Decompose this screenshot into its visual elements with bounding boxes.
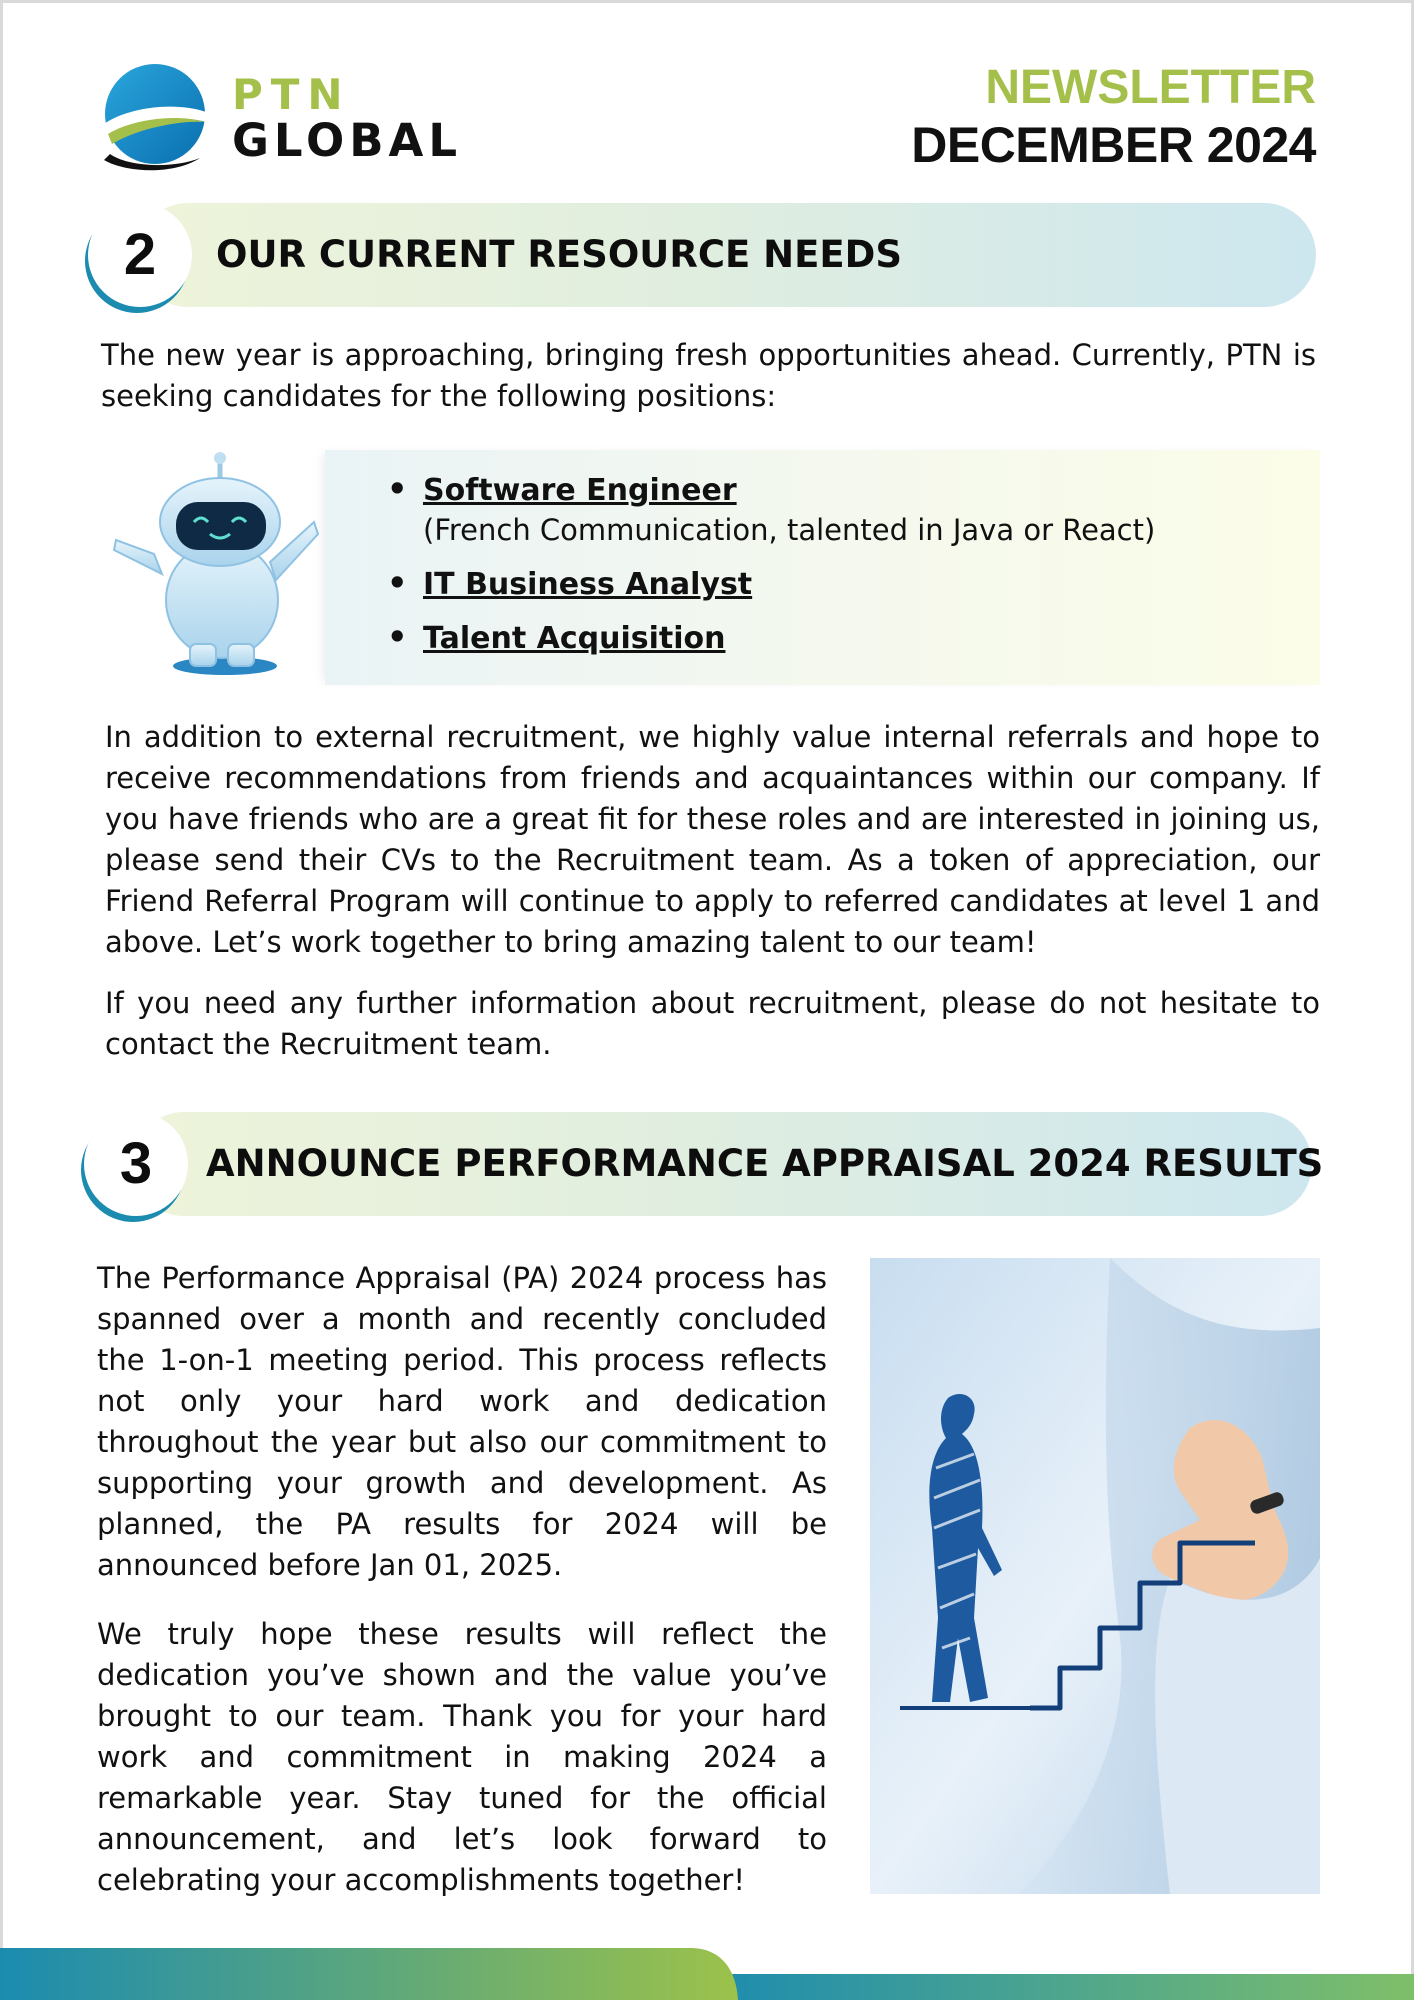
position-title-link[interactable]: IT Business Analyst — [423, 567, 753, 602]
logo-text-top: PTN — [232, 70, 351, 119]
position-note: (French Communication, talented in Java or React) — [423, 513, 1156, 547]
section-2-number: 2 — [123, 222, 157, 287]
section-3-number: 3 — [119, 1131, 153, 1196]
section-3-header — [84, 1112, 1324, 1216]
newsletter-label: NEWSLETTER — [985, 61, 1316, 114]
robot-mascot-icon — [110, 450, 320, 680]
positions-list — [387, 472, 1300, 674]
section-3-title: ANNOUNCE PERFORMANCE APPRAISAL 2024 RESULTS — [206, 1142, 1324, 1185]
list-item — [387, 566, 1300, 604]
section-2-intro: The new year is approaching, bringing fresh opportunities ahead. Currently, PTN is seeking candidates for the following positions: — [101, 338, 1316, 413]
growth-steps-image — [870, 1258, 1320, 1894]
list-item — [387, 472, 1300, 550]
position-title-link[interactable]: Software Engineer — [423, 473, 737, 508]
company-logo — [100, 62, 463, 182]
position-title-link[interactable]: Talent Acquisition — [423, 621, 726, 656]
appraisal-paragraph-1: The Performance Appraisal (PA) 2024 process has spanned over a month and recently concluded the 1-on-1 meeting period. This process reflects not only your hard work and dedication throughout the year but also our commitment to supporting your growth and development. As planned, the PA results for 2024 will be announced before Jan 01, 2025. — [97, 1261, 827, 1582]
logo-text-bottom: GLOBAL — [232, 114, 463, 167]
positions-box — [325, 450, 1320, 685]
section-2-title: OUR CURRENT RESOURCE NEEDS — [216, 233, 902, 276]
contact-paragraph: If you need any further information about recruitment, please do not hesitate to contact the Recruitment team. — [105, 986, 1320, 1061]
list-item — [387, 620, 1300, 658]
globe-logo-icon — [100, 62, 210, 177]
footer-band — [0, 1948, 1414, 2000]
appraisal-paragraph-2: We truly hope these results will reflect the dedication you’ve shown and the value you’ve brought to our team. Thank you for your hard work and commitment in making 2024 a remarkable year. Stay tuned for the official announcement, and let’s look forward to celebrating your accomplishments together! — [97, 1617, 827, 1897]
referral-paragraph: In addition to external recruitment, we highly value internal referrals and hope to receive recommendations from friends and acquaintances within our company. If you have friends who are a great fit for these roles and are interested in joining us, please send their CVs to the Recruitment team. As a token of appreciation, our Friend Referral Program will continue to apply to referred candidates at level 1 and above. Let’s work together to bring amazing talent to our team! — [105, 720, 1320, 959]
section-2-header — [88, 203, 1316, 307]
newsletter-date: DECEMBER 2024 — [911, 117, 1316, 173]
